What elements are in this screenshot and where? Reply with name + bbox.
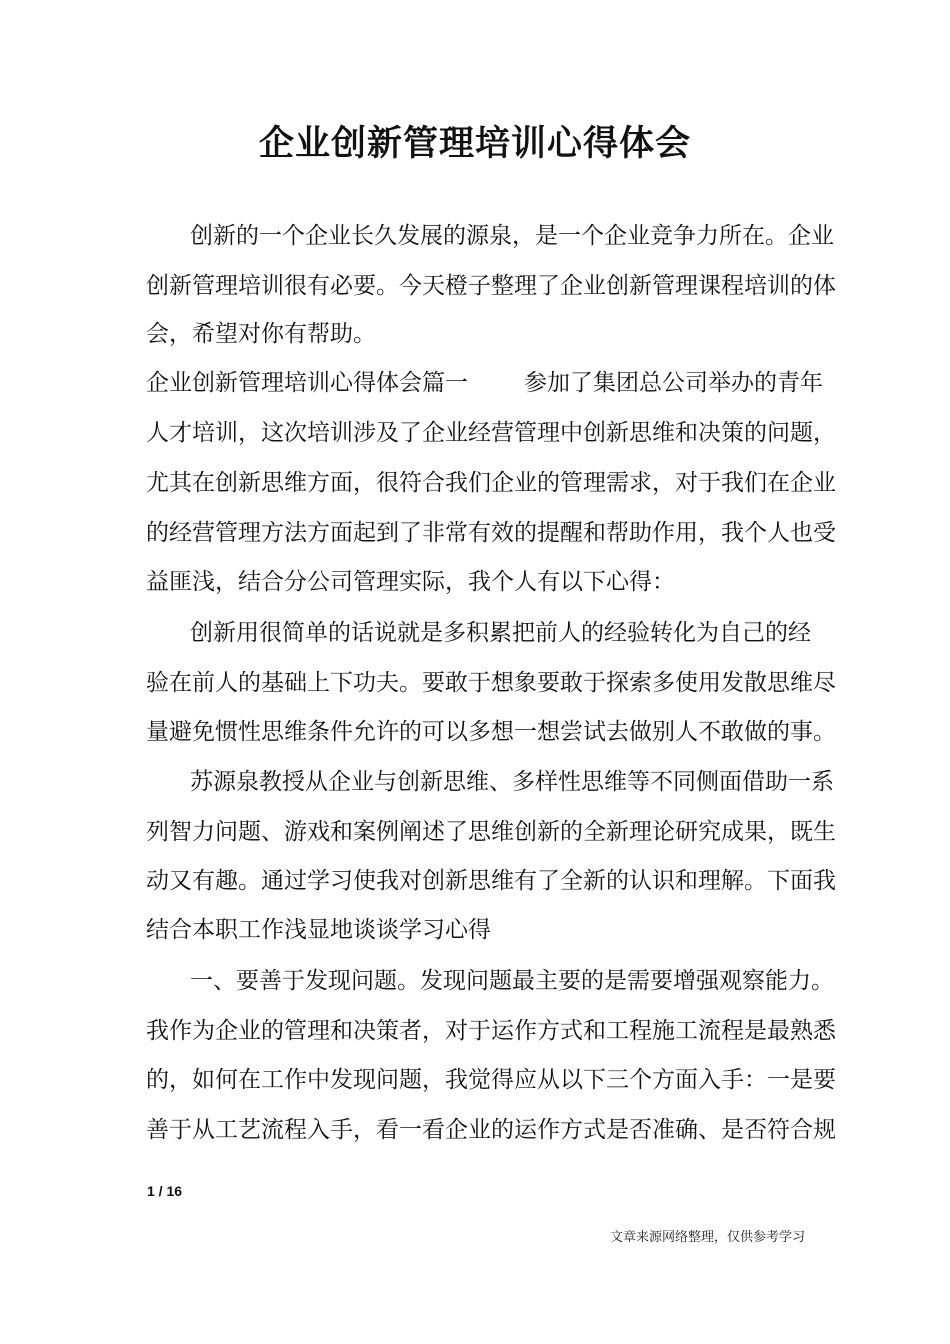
body-text-run: 参加了集团总公司举办的青年 [524, 370, 823, 396]
body-line: 创新用很简单的话说就是多积累把前人的经验转化为自己的经 [190, 620, 811, 646]
body-line: 的经营管理方法方面起到了非常有效的提醒和帮助作用，我个人也受 [146, 520, 836, 546]
section-heading: 企业创新管理培训心得体会篇一 [146, 370, 468, 396]
section-heading-line [146, 360, 826, 406]
body-line: 的，如何在工作中发现问题，我觉得应从以下三个方面入手：一是要 [146, 1067, 836, 1093]
body-line: 动又有趣。通过学习使我对创新思维有了全新的认识和理解。下面我 [146, 868, 836, 894]
body-line: 一、要善于发现问题。发现问题最主要的是需要增强观察能力。 [190, 968, 834, 994]
body-line: 我作为企业的管理和决策者，对于运作方式和工程施工流程是最熟悉 [146, 1018, 836, 1044]
document-title: 企业创新管理培训心得体会 [258, 123, 691, 164]
page-number: 1 / 16 [147, 1183, 183, 1199]
body-line: 会，希望对你有帮助。 [146, 321, 376, 347]
source-note: 文章来源网络整理，仅供参考学习 [609, 1230, 805, 1245]
body-line: 人才培训，这次培训涉及了企业经营管理中创新思维和决策的问题， [146, 420, 836, 446]
body-line: 创新管理培训很有必要。今天橙子整理了企业创新管理课程培训的体 [146, 273, 836, 299]
body-line: 量避免惯性思维条件允许的可以多想一想尝试去做别人不敢做的事。 [146, 719, 836, 745]
body-line: 结合本职工作浅显地谈谈学习心得 [146, 917, 491, 943]
body-line: 验在前人的基础上下功夫。要敢于想象要敢于探索多使用发散思维尽 [146, 670, 836, 696]
body-line: 列智力问题、游戏和案例阐述了思维创新的全新理论研究成果，既生 [146, 819, 836, 845]
body-line: 创新的一个企业长久发展的源泉，是一个企业竞争力所在。企业 [190, 223, 834, 249]
body-line: 善于从工艺流程入手，看一看企业的运作方式是否准确、是否符合规 [146, 1117, 836, 1143]
body-line: 苏源泉教授从企业与创新思维、多样性思维等不同侧面借助一系 [190, 769, 834, 795]
body-line: 尤其在创新思维方面，很符合我们企业的管理需求，对于我们在企业 [146, 470, 836, 496]
body-line: 益匪浅，结合分公司管理实际，我个人有以下心得： [146, 569, 675, 595]
